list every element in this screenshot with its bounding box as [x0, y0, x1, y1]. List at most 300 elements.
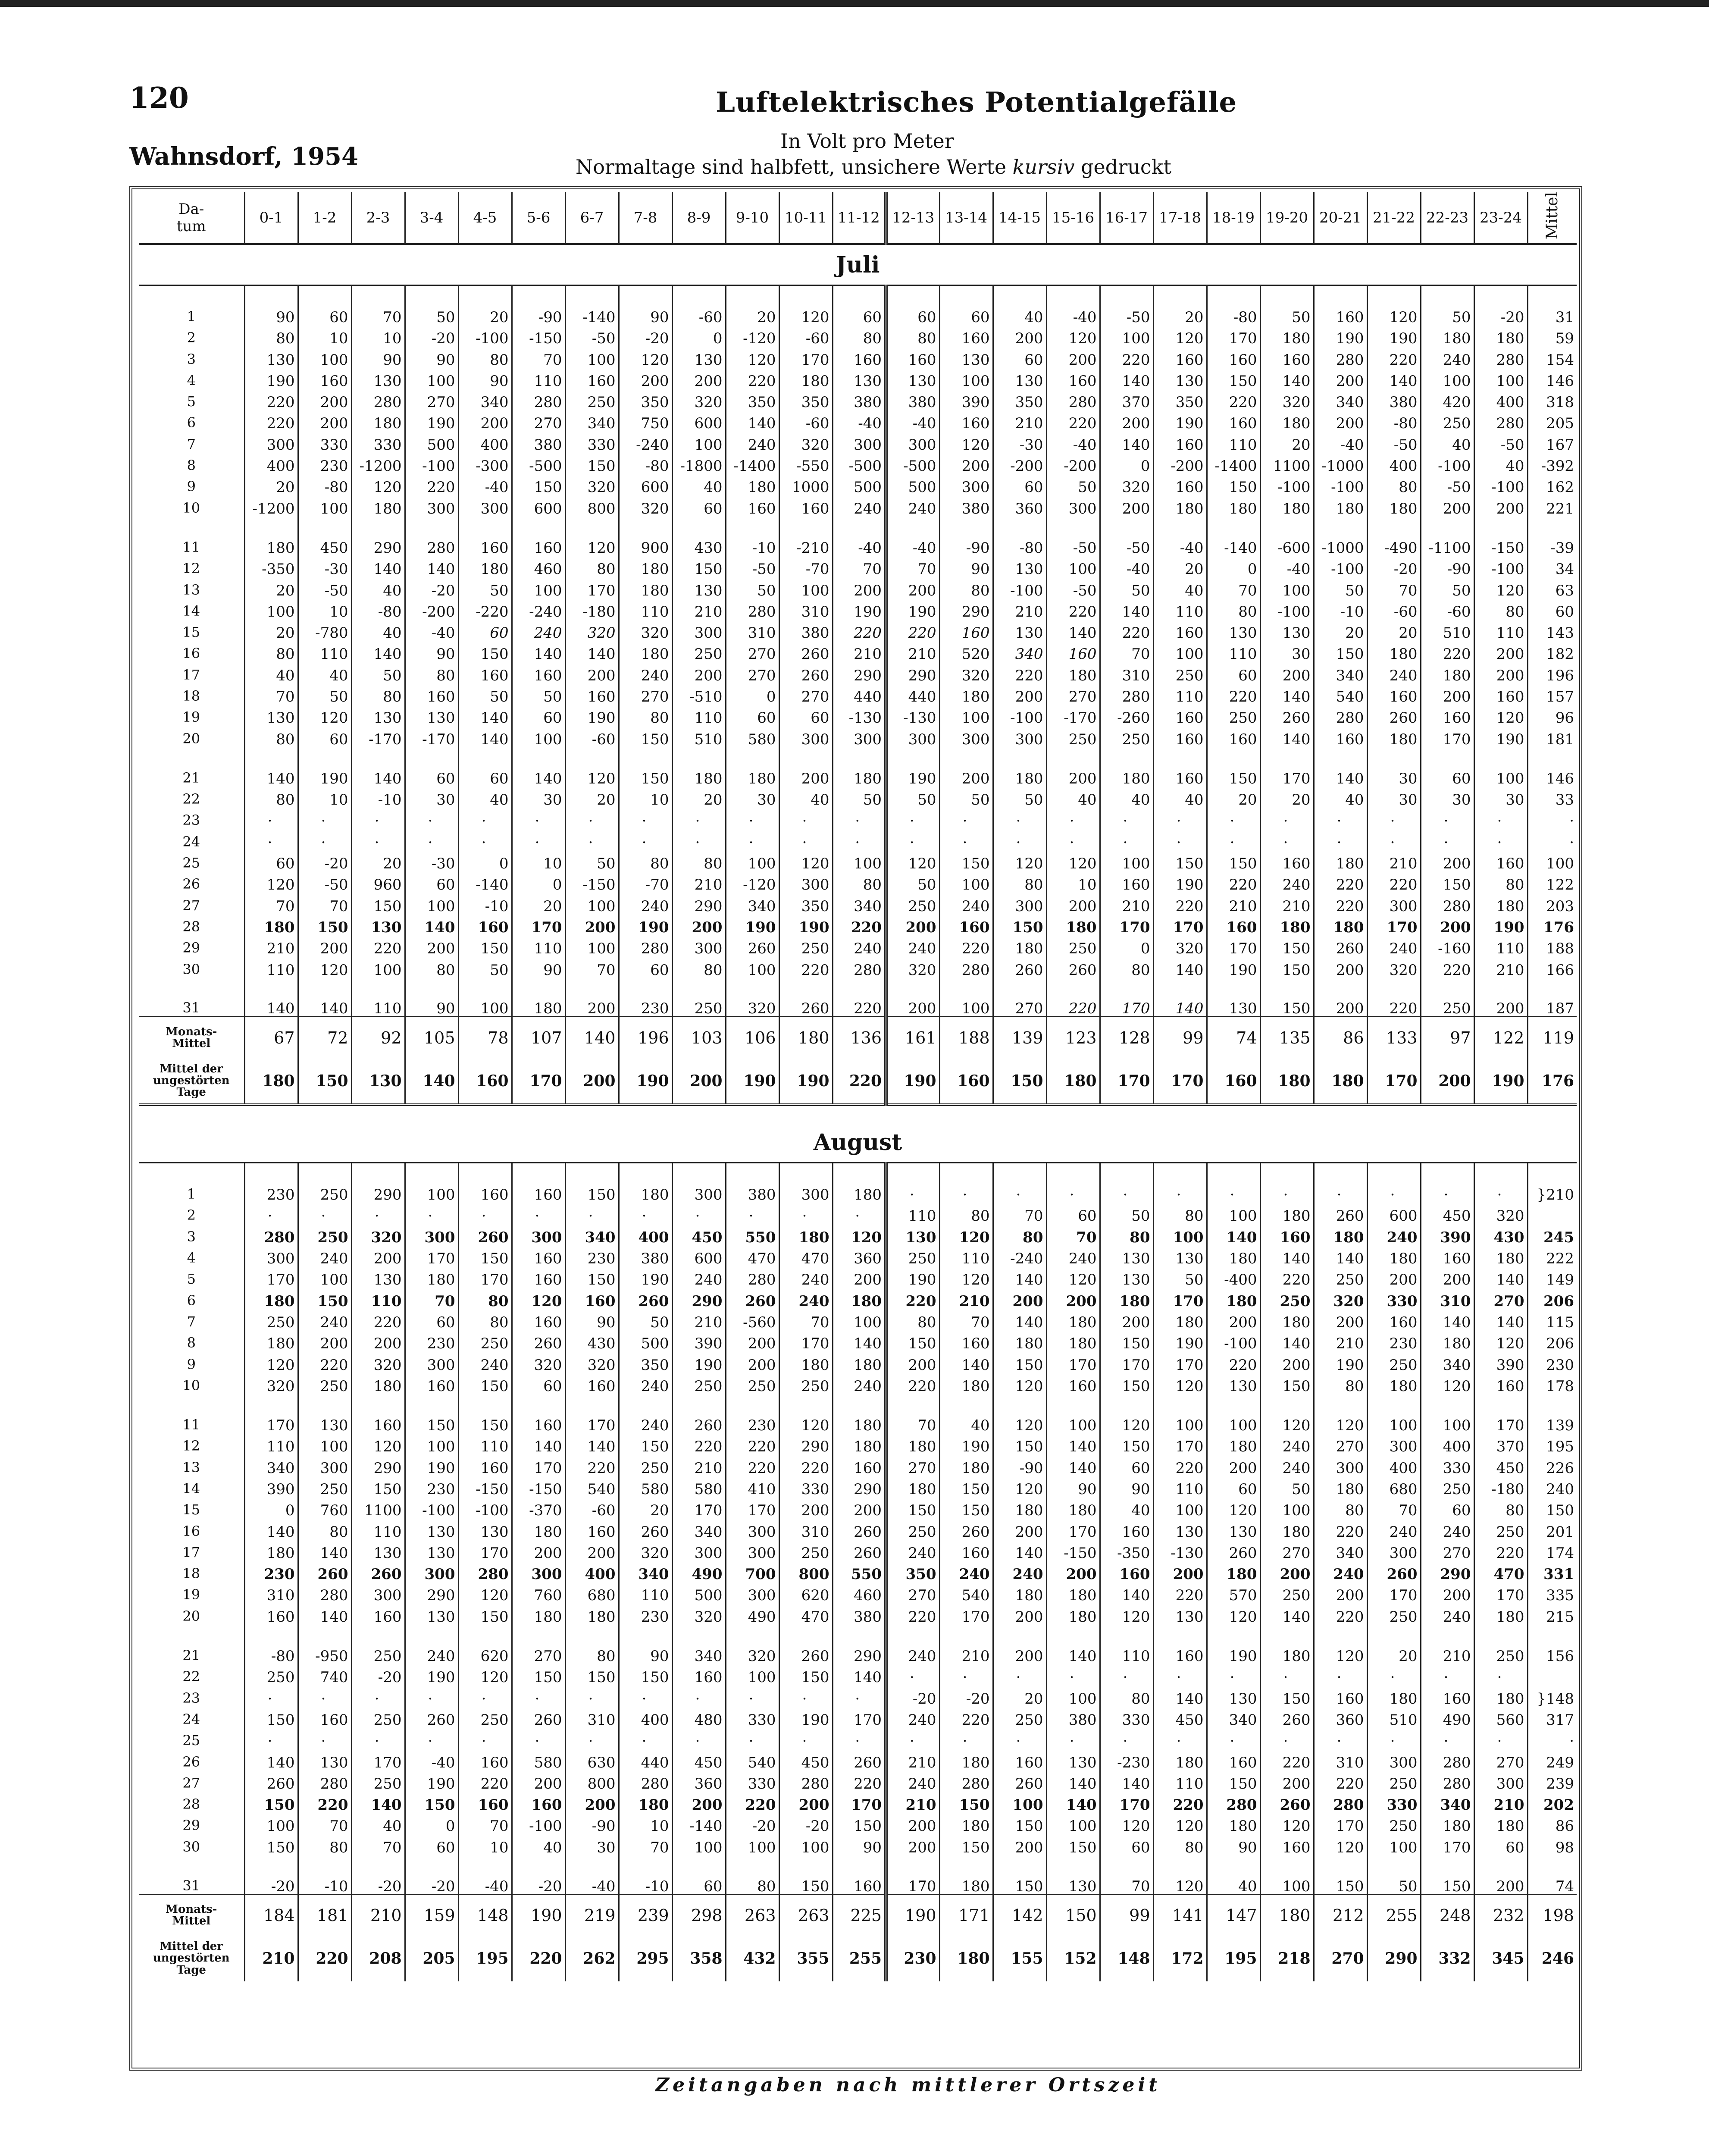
- value-cell: 170: [1100, 1791, 1153, 1812]
- value-cell: 180: [833, 1394, 886, 1433]
- value-cell: 230: [619, 1603, 672, 1624]
- value-cell: 280: [726, 598, 779, 619]
- summary-value: 140: [405, 1058, 458, 1105]
- value-cell: 200: [993, 1624, 1046, 1664]
- value-cell: ·: [512, 828, 565, 849]
- summary-value: 105: [405, 1017, 458, 1059]
- value-cell: 110: [672, 704, 726, 725]
- value-cell: 150: [512, 473, 565, 495]
- value-cell: 150: [939, 1791, 993, 1812]
- value-cell: 160: [939, 914, 993, 935]
- value-cell: 180: [833, 1433, 886, 1454]
- header-hour: 12-13: [886, 192, 939, 244]
- value-cell: -1100: [1421, 516, 1474, 555]
- value-cell: ·: [351, 1202, 405, 1223]
- value-cell: 60: [405, 871, 458, 892]
- value-cell: 300: [726, 1539, 779, 1561]
- value-cell: -60: [779, 325, 833, 346]
- value-cell: 40: [298, 661, 351, 683]
- value-cell: 50: [1260, 285, 1314, 325]
- value-cell: 100: [939, 871, 993, 892]
- header-hour: 0-1: [244, 192, 298, 244]
- value-cell: 100: [565, 935, 619, 956]
- value-cell: 240: [779, 1287, 833, 1308]
- value-cell: 230: [726, 1394, 779, 1433]
- value-cell: 180: [779, 1223, 833, 1244]
- summary-value: 147: [1207, 1894, 1260, 1936]
- value-cell: 130: [993, 555, 1046, 577]
- value-cell: 200: [1046, 892, 1100, 913]
- value-cell: 100: [1153, 1497, 1207, 1518]
- value-cell: 340: [993, 640, 1046, 661]
- value-cell: 250: [886, 892, 939, 913]
- value-cell: 160: [458, 914, 512, 935]
- value-cell: 250: [1421, 1476, 1474, 1497]
- value-cell: -50: [298, 871, 351, 892]
- value-cell: 160: [351, 1603, 405, 1624]
- value-cell: 330: [726, 1706, 779, 1727]
- value-cell: 210: [672, 1309, 726, 1330]
- table-row: [139, 956, 1577, 977]
- value-cell: -1000: [1314, 516, 1367, 555]
- value-cell: 70: [512, 346, 565, 367]
- value-cell: 80: [993, 871, 1046, 892]
- value-cell: 210: [244, 935, 298, 956]
- value-cell: 250: [1367, 1770, 1421, 1791]
- row-mean: 196: [1527, 661, 1577, 683]
- value-cell: 140: [1367, 367, 1421, 389]
- value-cell: 20: [1367, 619, 1421, 640]
- row-mean: 162: [1527, 473, 1577, 495]
- value-cell: 250: [1367, 1603, 1421, 1624]
- value-cell: 120: [1314, 1624, 1367, 1664]
- value-cell: 40: [1153, 786, 1207, 807]
- value-cell: 180: [726, 747, 779, 786]
- value-cell: -40: [1260, 555, 1314, 577]
- value-cell: ·: [619, 807, 672, 828]
- value-cell: 190: [1153, 410, 1207, 431]
- value-cell: 240: [1421, 346, 1474, 367]
- value-cell: -40: [458, 1855, 512, 1894]
- value-cell: 180: [1367, 640, 1421, 661]
- value-cell: 390: [244, 1476, 298, 1497]
- value-cell: 800: [565, 495, 619, 516]
- value-cell: 400: [1421, 1433, 1474, 1454]
- value-cell: 260: [833, 1749, 886, 1770]
- value-cell: -10: [351, 786, 405, 807]
- summary-value: 345: [1474, 1936, 1527, 1981]
- value-cell: 0: [1100, 452, 1153, 473]
- summary-value: 218: [1260, 1936, 1314, 1981]
- value-cell: 180: [1260, 1624, 1314, 1664]
- value-cell: 100: [779, 1833, 833, 1855]
- value-cell: 160: [458, 661, 512, 683]
- value-cell: 240: [939, 892, 993, 913]
- value-cell: 320: [1153, 935, 1207, 956]
- row-mean: 167: [1527, 431, 1577, 452]
- value-cell: ·: [1474, 1163, 1527, 1202]
- value-cell: 220: [726, 1454, 779, 1475]
- value-cell: 80: [672, 956, 726, 977]
- row-mean: 226: [1527, 1454, 1577, 1475]
- value-cell: 680: [1367, 1476, 1421, 1497]
- value-cell: -100: [1314, 473, 1367, 495]
- day-number: 5: [187, 1271, 196, 1288]
- value-cell: 220: [1314, 871, 1367, 892]
- summary-value: 107: [512, 1017, 565, 1059]
- value-cell: 120: [993, 1476, 1046, 1497]
- day-number: 1: [187, 308, 196, 325]
- value-cell: ·: [1046, 807, 1100, 828]
- value-cell: 20: [726, 285, 779, 325]
- value-cell: 140: [1314, 747, 1367, 786]
- day-number: 1: [187, 1186, 196, 1203]
- table-row: [139, 1394, 1577, 1433]
- value-cell: 140: [833, 1664, 886, 1685]
- value-cell: 220: [1153, 1582, 1207, 1603]
- value-cell: ·: [833, 1685, 886, 1706]
- value-cell: 120: [1207, 1603, 1260, 1624]
- value-cell: 100: [1100, 850, 1153, 871]
- day-number: 26: [182, 1753, 200, 1770]
- value-cell: ·: [405, 807, 458, 828]
- value-cell: 10: [512, 850, 565, 871]
- row-mean: 154: [1527, 346, 1577, 367]
- value-cell: 200: [1421, 1266, 1474, 1287]
- value-cell: 140: [1260, 725, 1314, 746]
- value-cell: ·: [1367, 1727, 1421, 1749]
- value-cell: 190: [1207, 956, 1260, 977]
- value-cell: 680: [565, 1582, 619, 1603]
- value-cell: -50: [1474, 431, 1527, 452]
- value-cell: ·: [619, 1727, 672, 1749]
- value-cell: 90: [405, 640, 458, 661]
- value-cell: 180: [1367, 1373, 1421, 1394]
- legend-text-c: gedruckt: [1074, 155, 1171, 179]
- value-cell: 200: [619, 367, 672, 389]
- header-hour: 18-19: [1207, 192, 1260, 244]
- value-cell: 400: [619, 1223, 672, 1244]
- value-cell: 250: [1314, 1266, 1367, 1287]
- value-cell: 200: [886, 1812, 939, 1833]
- value-cell: 140: [1421, 1309, 1474, 1330]
- row-mean: 74: [1527, 1855, 1577, 1894]
- value-cell: ·: [779, 807, 833, 828]
- day-number: 18: [182, 1565, 200, 1582]
- summary-value: 190: [1474, 1058, 1527, 1105]
- value-cell: 160: [1367, 683, 1421, 704]
- value-cell: 100: [939, 704, 993, 725]
- row-mean: 201: [1527, 1518, 1577, 1539]
- value-cell: 140: [351, 640, 405, 661]
- value-cell: 250: [1207, 704, 1260, 725]
- value-cell: 180: [1367, 1685, 1421, 1706]
- value-cell: 80: [458, 1287, 512, 1308]
- value-cell: 240: [619, 1394, 672, 1433]
- value-cell: 100: [993, 1791, 1046, 1812]
- value-cell: 190: [886, 598, 939, 619]
- value-cell: 160: [1260, 346, 1314, 367]
- value-cell: 220: [244, 389, 298, 410]
- value-cell: 140: [993, 1539, 1046, 1561]
- unit-subtitle: In Volt pro Meter: [780, 129, 954, 153]
- value-cell: 1100: [351, 1497, 405, 1518]
- summary-value: 432: [726, 1936, 779, 1981]
- value-cell: 260: [1046, 956, 1100, 977]
- value-cell: 100: [1207, 1394, 1260, 1433]
- value-cell: 390: [1474, 1351, 1527, 1372]
- value-cell: -100: [1260, 598, 1314, 619]
- value-cell: 750: [619, 410, 672, 431]
- value-cell: 540: [939, 1582, 993, 1603]
- day-number: 26: [182, 876, 200, 893]
- value-cell: 500: [833, 473, 886, 495]
- value-cell: -20: [726, 1812, 779, 1833]
- value-cell: 130: [351, 1266, 405, 1287]
- day-number: 10: [182, 499, 200, 516]
- value-cell: 340: [565, 410, 619, 431]
- value-cell: 280: [512, 389, 565, 410]
- value-cell: -350: [1100, 1539, 1153, 1561]
- value-cell: 250: [779, 935, 833, 956]
- value-cell: 140: [1153, 1685, 1207, 1706]
- value-cell: 180: [833, 1163, 886, 1202]
- value-cell: 190: [1153, 871, 1207, 892]
- value-cell: 260: [993, 1770, 1046, 1791]
- value-cell: ·: [886, 1727, 939, 1749]
- value-cell: 0: [1207, 555, 1260, 577]
- value-cell: -40: [405, 619, 458, 640]
- value-cell: 550: [833, 1561, 886, 1582]
- value-cell: 290: [939, 598, 993, 619]
- value-cell: 140: [458, 725, 512, 746]
- row-mean: 230: [1527, 1351, 1577, 1372]
- data-table: [139, 192, 1577, 1981]
- value-cell: 310: [1100, 661, 1153, 683]
- value-cell: 260: [458, 1223, 512, 1244]
- table-row: [139, 1539, 1577, 1561]
- value-cell: 220: [565, 1454, 619, 1475]
- value-cell: 60: [619, 956, 672, 977]
- value-cell: 170: [1474, 1582, 1527, 1603]
- summary-value: 103: [672, 1017, 726, 1059]
- value-cell: 180: [619, 1791, 672, 1812]
- value-cell: ·: [779, 1685, 833, 1706]
- value-cell: 100: [1260, 577, 1314, 598]
- value-cell: -780: [298, 619, 351, 640]
- value-cell: 190: [1153, 1330, 1207, 1351]
- value-cell: 130: [1207, 978, 1260, 1017]
- value-cell: 200: [672, 1791, 726, 1812]
- value-cell: 80: [298, 1518, 351, 1539]
- value-cell: 160: [298, 1706, 351, 1727]
- value-cell: 380: [833, 389, 886, 410]
- table-row: [139, 661, 1577, 683]
- value-cell: 540: [565, 1476, 619, 1497]
- value-cell: 160: [779, 495, 833, 516]
- value-cell: 180: [244, 1287, 298, 1308]
- table-row: [139, 1223, 1577, 1244]
- value-cell: 110: [351, 1287, 405, 1308]
- value-cell: 120: [886, 850, 939, 871]
- value-cell: 180: [779, 1351, 833, 1372]
- value-cell: 200: [1046, 346, 1100, 367]
- summary-mean: 119: [1527, 1017, 1577, 1059]
- table-row: [139, 935, 1577, 956]
- value-cell: 60: [779, 704, 833, 725]
- summary-value: 210: [244, 1936, 298, 1981]
- value-cell: 180: [1207, 1245, 1260, 1266]
- value-cell: 200: [1421, 850, 1474, 871]
- value-cell: 190: [405, 1770, 458, 1791]
- value-cell: 170: [458, 1539, 512, 1561]
- value-cell: 170: [1100, 914, 1153, 935]
- table-row: [139, 747, 1577, 786]
- value-cell: ·: [458, 1727, 512, 1749]
- value-cell: 300: [833, 725, 886, 746]
- value-cell: 80: [619, 850, 672, 871]
- value-cell: 150: [1207, 850, 1260, 871]
- table-row: [139, 683, 1577, 704]
- value-cell: 170: [244, 1394, 298, 1433]
- value-cell: 130: [1046, 1855, 1100, 1894]
- value-cell: 220: [886, 1373, 939, 1394]
- value-cell: 200: [405, 935, 458, 956]
- value-cell: 210: [672, 871, 726, 892]
- value-cell: 40: [1207, 1855, 1260, 1894]
- value-cell: 100: [1260, 1855, 1314, 1894]
- value-cell: 160: [833, 1454, 886, 1475]
- value-cell: ·: [993, 1727, 1046, 1749]
- value-cell: 540: [1314, 683, 1367, 704]
- row-mean: [1527, 1664, 1577, 1685]
- row-mean: 156: [1527, 1624, 1577, 1664]
- value-cell: 80: [726, 1855, 779, 1894]
- value-cell: ·: [1207, 1727, 1260, 1749]
- value-cell: 340: [672, 1624, 726, 1664]
- value-cell: 170: [405, 1245, 458, 1266]
- table-row: [139, 871, 1577, 892]
- value-cell: 160: [939, 1539, 993, 1561]
- value-cell: 170: [779, 1330, 833, 1351]
- summary-value: 128: [1100, 1017, 1153, 1059]
- value-cell: 100: [833, 1309, 886, 1330]
- value-cell: 170: [1474, 1394, 1527, 1433]
- value-cell: 130: [672, 577, 726, 598]
- value-cell: 80: [244, 640, 298, 661]
- value-cell: 200: [1474, 661, 1527, 683]
- value-cell: -90: [939, 516, 993, 555]
- value-cell: ·: [726, 807, 779, 828]
- value-cell: 180: [351, 1373, 405, 1394]
- value-cell: 200: [833, 1266, 886, 1287]
- value-cell: 200: [1260, 1351, 1314, 1372]
- value-cell: 180: [939, 1855, 993, 1894]
- summary-value: 225: [833, 1894, 886, 1936]
- value-cell: 70: [1367, 1497, 1421, 1518]
- value-cell: 300: [405, 1351, 458, 1372]
- value-cell: 200: [565, 1539, 619, 1561]
- value-cell: 160: [512, 1394, 565, 1433]
- value-cell: 140: [405, 555, 458, 577]
- value-cell: 220: [779, 1454, 833, 1475]
- value-cell: 120: [244, 871, 298, 892]
- summary-value: 200: [1421, 1058, 1474, 1105]
- header-hour: 8-9: [672, 192, 726, 244]
- value-cell: 120: [298, 704, 351, 725]
- value-cell: 200: [351, 1330, 405, 1351]
- value-cell: 150: [993, 1433, 1046, 1454]
- monthly-mean-row: [139, 1017, 1577, 1059]
- value-cell: 50: [1421, 577, 1474, 598]
- value-cell: -1200: [244, 495, 298, 516]
- value-cell: 130: [405, 1539, 458, 1561]
- value-cell: 70: [298, 1812, 351, 1833]
- value-cell: 130: [993, 619, 1046, 640]
- value-cell: 100: [726, 1833, 779, 1855]
- table-row: [139, 1603, 1577, 1624]
- header-hour: 9-10: [726, 192, 779, 244]
- value-cell: 150: [1153, 850, 1207, 871]
- top-border-rule: [0, 0, 1709, 7]
- value-cell: 700: [726, 1561, 779, 1582]
- value-cell: 220: [886, 1603, 939, 1624]
- value-cell: 130: [1207, 1685, 1260, 1706]
- day-number: 9: [187, 1356, 196, 1373]
- row-mean: 240: [1527, 1476, 1577, 1497]
- value-cell: 20: [351, 850, 405, 871]
- value-cell: 70: [244, 892, 298, 913]
- value-cell: 290: [886, 661, 939, 683]
- value-cell: 550: [726, 1223, 779, 1244]
- summary-value: 160: [458, 1058, 512, 1105]
- value-cell: 180: [939, 1812, 993, 1833]
- value-cell: 180: [1100, 1287, 1153, 1308]
- value-cell: 100: [565, 346, 619, 367]
- value-cell: 190: [1367, 325, 1421, 346]
- table-row: [139, 1624, 1577, 1664]
- value-cell: 160: [458, 1163, 512, 1202]
- value-cell: 180: [939, 683, 993, 704]
- value-cell: 200: [298, 389, 351, 410]
- value-cell: 450: [1421, 1202, 1474, 1223]
- value-cell: 120: [993, 1394, 1046, 1433]
- value-cell: 160: [1314, 725, 1367, 746]
- value-cell: 100: [1421, 1394, 1474, 1433]
- value-cell: 430: [565, 1330, 619, 1351]
- day-number: 31: [182, 1000, 200, 1016]
- day-number: 4: [187, 1250, 196, 1266]
- value-cell: -500: [833, 452, 886, 473]
- table-row: [139, 1497, 1577, 1518]
- value-cell: 350: [886, 1561, 939, 1582]
- value-cell: 240: [619, 892, 672, 913]
- value-cell: 200: [672, 661, 726, 683]
- value-cell: 600: [1367, 1202, 1421, 1223]
- value-cell: 130: [993, 367, 1046, 389]
- value-cell: 120: [298, 956, 351, 977]
- value-cell: 300: [244, 431, 298, 452]
- value-cell: 320: [351, 1223, 405, 1244]
- value-cell: 60: [672, 495, 726, 516]
- value-cell: -150: [1046, 1539, 1100, 1561]
- value-cell: 330: [298, 431, 351, 452]
- summary-value: 181: [298, 1894, 351, 1936]
- value-cell: 210: [1421, 1624, 1474, 1664]
- summary-mean: 246: [1527, 1936, 1577, 1981]
- value-cell: 170: [1100, 978, 1153, 1017]
- summary-value: 190: [726, 1058, 779, 1105]
